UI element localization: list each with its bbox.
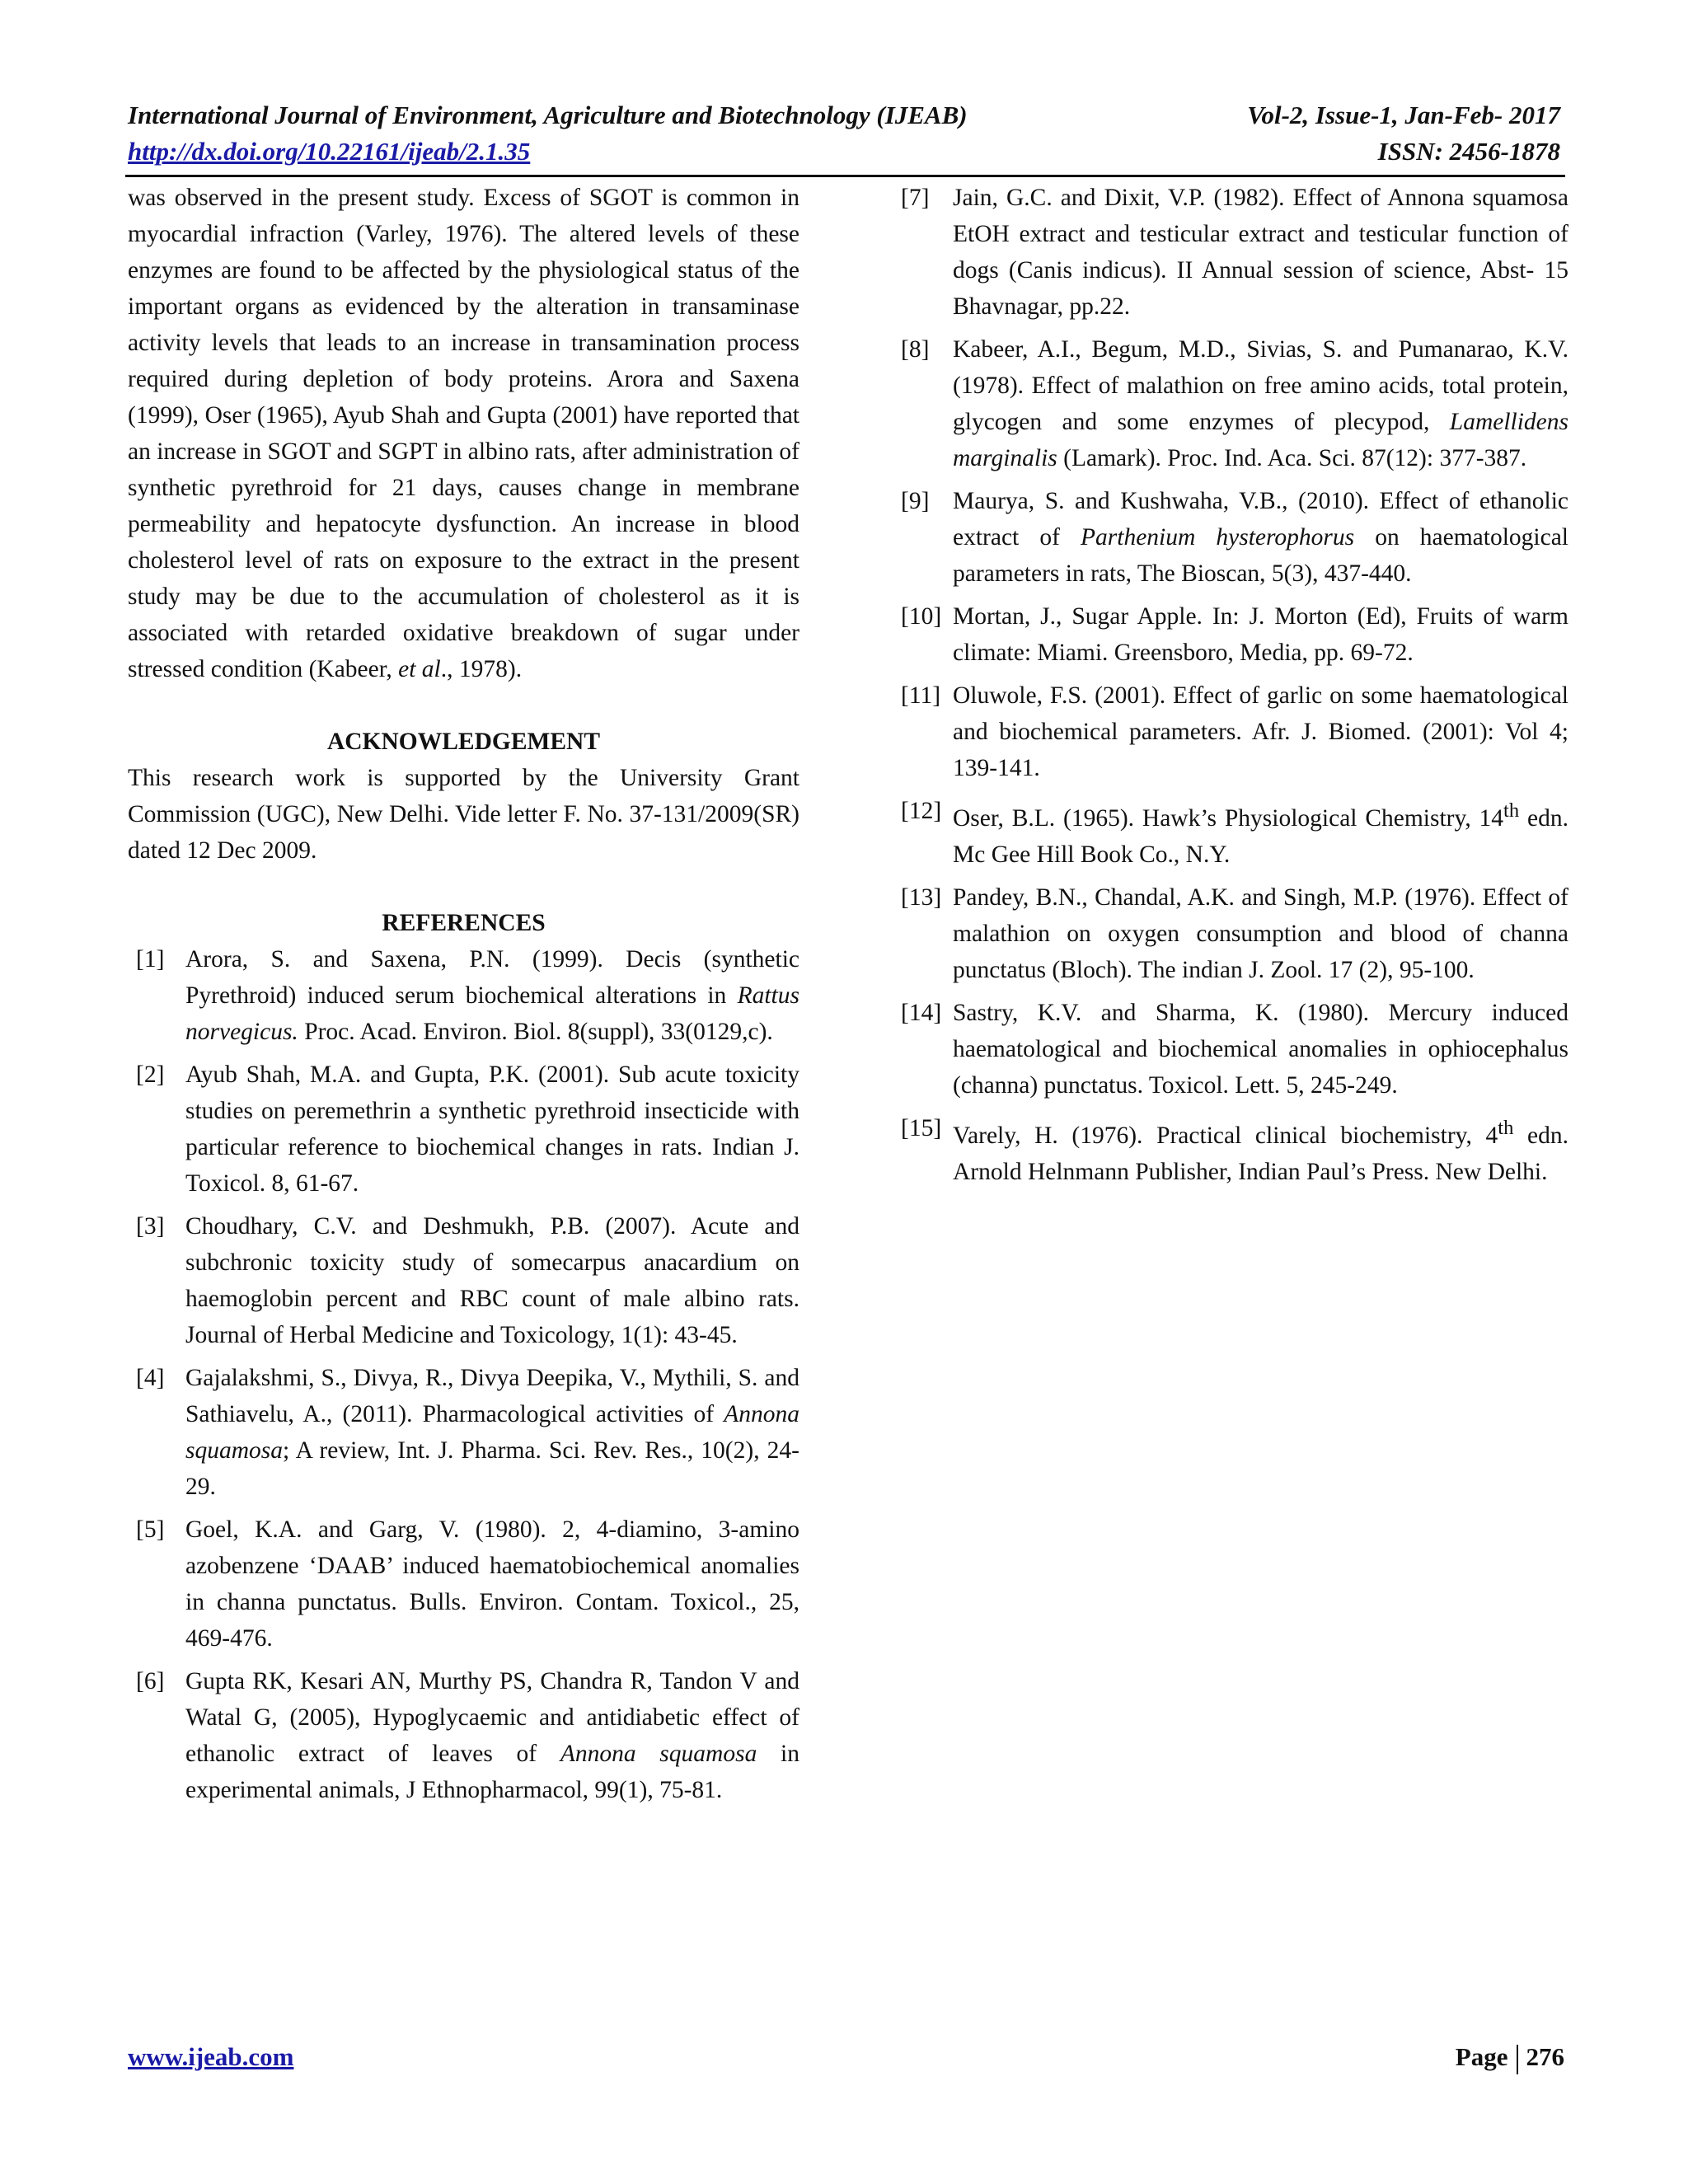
reference-item: [8] Kabeer, A.I., Begum, M.D., Sivias, S. and Pumanarao, K.V. (1978). Effect of malathion on free amino acids, total protein, glycogen and some enzymes of plecypod, Lamellidens marginalis (Lamark). Proc. Ind. Aca. Sci. 87(12): 377-387. — [901, 336, 1568, 471]
reference-item: [10] Mortan, J., Sugar Apple. In: J. Morton (Ed), Fruits of warm climate: Miami. Greensboro, Media, pp. 69-72. — [901, 603, 1568, 666]
running-header-left — [128, 97, 1216, 170]
reference-item: [13] Pandey, B.N., Chandal, A.K. and Singh, M.P. (1976). Effect of malathion on oxygen consumption and blood of channa punctatus (Bloch). The indian J. Zool. 17 (2), 95-100. — [901, 883, 1568, 983]
reference-item: [12] Oser, B.L. (1965). Hawk’s Physiological Chemistry, 14th edn. Mc Gee Hill Book Co., N.Y. — [901, 798, 1568, 868]
reference-item: [11] Oluwole, F.S. (2001). Effect of garlic on some haematological and biochemical parameters. Afr. J. Biomed. (2001): Vol 4; 139-141. — [901, 682, 1568, 781]
website-link[interactable]: www.ijeab.com — [128, 2042, 294, 2071]
page-separator — [1517, 2045, 1518, 2074]
acknowledgement-text: This research work is supported by the University Grant Commission (UGC), New Delhi. Vide letter F. No. 37-131/2009(SR) dated 12 Dec 2009. — [128, 765, 799, 864]
journal-title: International Journal of Environment, Agriculture and Biotechnology (IJEAB) — [128, 101, 968, 129]
running-header-right — [1165, 97, 1560, 170]
right-column — [901, 180, 1568, 1197]
doi-link[interactable]: http://dx.doi.org/10.22161/ijeab/2.1.35 — [128, 137, 531, 166]
issue-info: Vol-2, Issue-1, Jan-Feb- 2017 — [1247, 101, 1560, 129]
body-paragraph: was observed in the present study. Excess of SGOT is common in myocardial infraction (Varley, 1976). The altered levels of these enzymes are found to be affected by the physiological status of the important organs as evidenced by the alteration in transaminase activity levels that leads to an increase in transamination process required during depletion of body proteins. Arora and Saxena (1999), Oser (1965), Ayub Shah and Gupta (2001) have reported that an increase in SGOT and SGPT in albino rats, after administration of synthetic pyrethroid for 21 days, causes change in membrane permeability and hepatocyte dysfunction. An increase in blood cholesterol level of rats on exposure to the extract in the present study may be due to the accumulation of cholesterol as it is associated with retarded oxidative breakdown of sugar under stressed condition (Kabeer, et al., 1978). — [128, 185, 799, 682]
reference-item: [7] Jain, G.C. and Dixit, V.P. (1982). Effect of Annona squamosa EtOH extract and testicular extract and testicular function of dogs (Canis indicus). II Annual session of science, Abst- 15 Bhavnagar, pp.22. — [901, 185, 1568, 320]
reference-item: [6] Gupta RK, Kesari AN, Murthy PS, Chandra R, Tandon V and Watal G, (2005), Hypoglycaemic and antidiabetic effect of ethanolic extract of leaves of Annona squamosa in experimental animals, J Ethnopharmacol, 99(1), 75-81. — [136, 1668, 799, 1803]
reference-item: [15] Varely, H. (1976). Practical clinical biochemistry, 4th edn. Arnold Helnmann Publisher, Indian Paul’s Press. New Delhi. — [901, 1114, 1569, 1185]
reference-item: [5] Goel, K.A. and Garg, V. (1980). 2, 4-diamino, 3-amino azobenzene ‘DAAB’ induced haematobiochemical anomalies in channa punctatus. Bulls. Environ. Contam. Toxicol., 25, 469-476. — [136, 1516, 799, 1652]
reference-list-left — [128, 941, 799, 1808]
acknowledgement-heading: ACKNOWLEDGEMENT — [326, 729, 601, 755]
reference-list-right — [901, 180, 1568, 1190]
reference-item: [4] Gajalakshmi, S., Divya, R., Divya Deepika, V., Mythili, S. and Sathiavelu, A., (2011). Pharmacological activities of Annona squamosa; A review, Int. J. Pharma. Sci. Rev. Res., 10(2), 24-29. — [136, 1365, 799, 1500]
reference-item: [9] Maurya, S. and Kushwaha, V.B., (2010). Effect of ethanolic extract of Parthenium hysterophorus on haematological parameters in rats, The Bioscan, 5(3), 437-440. — [901, 488, 1568, 587]
issn: ISSN: 2456-1878 — [1377, 137, 1560, 166]
page-number: Page 276 — [1456, 2042, 1564, 2074]
references-heading: REFERENCES — [382, 910, 546, 936]
left-column — [128, 180, 799, 1815]
reference-item: [1] Arora, S. and Saxena, P.N. (1999). Decis (synthetic Pyrethroid) induced serum biochemical alterations in Rattus norvegicus. Proc. Acad. Environ. Biol. 8(suppl), 33(0129,c). — [136, 946, 799, 1045]
reference-item: [14] Sastry, K.V. and Sharma, K. (1980). Mercury induced haematological and biochemical anomalies in ophiocephalus (channa) punctatus. Toxicol. Lett. 5, 245-249. — [901, 999, 1568, 1099]
reference-item: [2] Ayub Shah, M.A. and Gupta, P.K. (2001). Sub acute toxicity studies on peremethrin a synthetic pyrethroid insecticide with particular reference to biochemical changes in rats. Indian J. Toxicol. 8, 61-67. — [136, 1062, 799, 1197]
reference-item: [3] Choudhary, C.V. and Deshmukh, P.B. (2007). Acute and subchronic toxicity study of somecarpus anacardium on haemoglobin percent and RBC count of male albino rats. Journal of Herbal Medicine and Toxicology, 1(1): 43-45. — [136, 1213, 799, 1348]
header-rule — [125, 175, 1565, 177]
